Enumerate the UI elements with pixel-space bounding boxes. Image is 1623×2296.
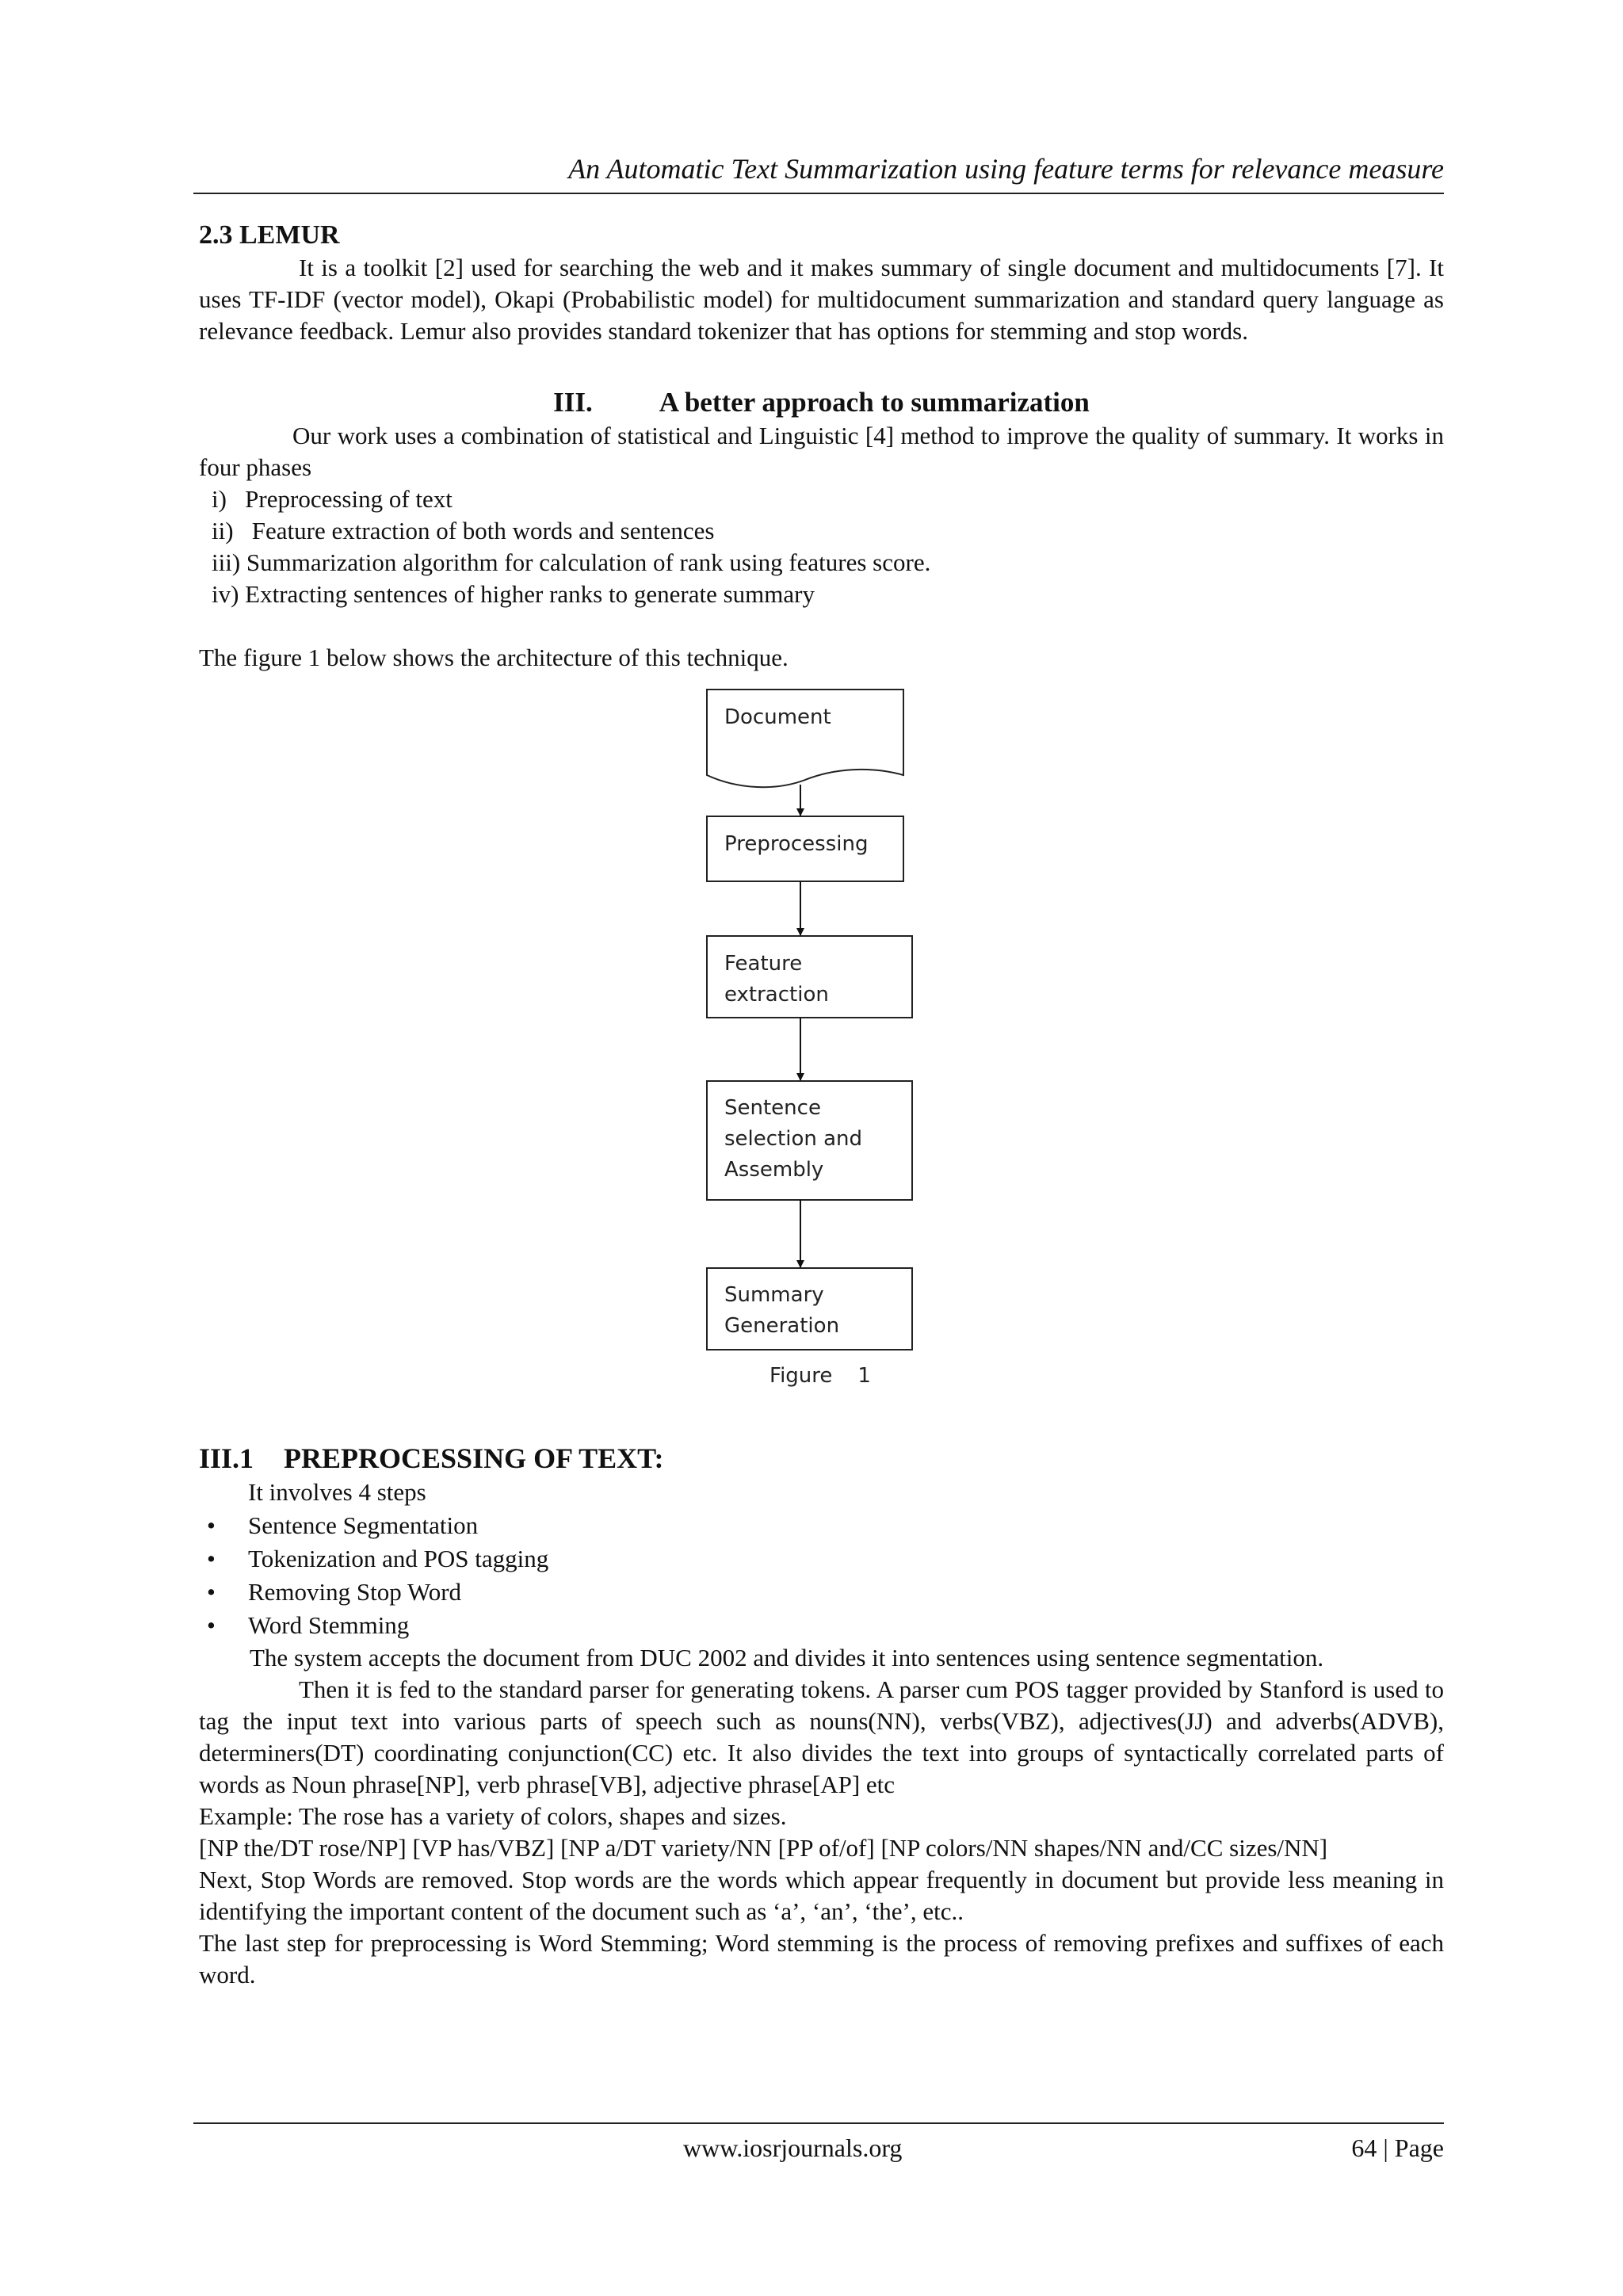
node-label: Assembly (724, 1158, 824, 1182)
figure-caption (769, 1363, 888, 1389)
flowchart (199, 680, 1444, 1441)
lemur-heading: 2.3 LEMUR (199, 220, 340, 250)
step-text: Word Stemming (248, 1611, 410, 1639)
node-label: Preprocessing (724, 832, 869, 856)
bullet-symbol: • (207, 1511, 216, 1539)
node-label: Document (724, 705, 831, 729)
header-rule (193, 193, 1444, 194)
subsection-number: III.1 (199, 1442, 254, 1474)
running-header: An Automatic Text Summarization using feature terms for relevance measure (568, 153, 1444, 185)
phase-item: iii) Summarization algorithm for calculation of rank using features score. (212, 548, 931, 576)
step-text: Removing Stop Word (248, 1578, 462, 1606)
phase-item: i) Preprocessing of text (212, 485, 453, 513)
paragraph-example: Example: The rose has a variety of colors, shapes and sizes. (199, 1802, 787, 1830)
paragraph-parser: Then it is fed to the standard parser for generating tokens. A parser cum POS tagger provided by Stanford is used to tag the input text into various parts of speech such as nouns(NN), verbs(VBZ), adjectives(JJ) and adverbs(ADVB), determiners(DT) coordinating conjunction(CC) etc. It also divides the text into groups of syntactically correlated parts of words as Noun phrase[NP], verb phrase[VB], adjective phrase[AP] etc (199, 1675, 1444, 1798)
phase-item: ii) Feature extraction of both words and sentences (212, 517, 715, 544)
node-label: selection and (724, 1127, 863, 1151)
step-item (199, 1542, 1444, 1576)
footer-rule (193, 2122, 1444, 2124)
figure-caption-number: 1 (857, 1364, 871, 1388)
section-intro: Our work uses a combination of statistical and Linguistic [4] method to improve the quality of summary. It works in four phases (199, 422, 1444, 481)
architecture-figure (199, 680, 1444, 1441)
paragraph-tagged: [NP the/DT rose/NP] [VP has/VBZ] [NP a/DT variety/NN [PP of/of] [NP colors/NN shapes/NN and/CC sizes/NN] (199, 1834, 1328, 1862)
bullet-symbol: • (207, 1578, 216, 1606)
bullet-symbol: • (207, 1611, 216, 1639)
figure-caption-word: Figure (769, 1364, 833, 1388)
figure-intro: The figure 1 below shows the architecture of this technique. (199, 644, 789, 671)
phase-item: iv) Extracting sentences of higher ranks to generate summary (212, 580, 815, 608)
step-item (199, 1609, 1444, 1642)
section-heading (199, 385, 1444, 420)
step-item (199, 1576, 1444, 1609)
step-item (199, 1509, 1444, 1542)
document-node-shape (707, 690, 903, 787)
step-text: Sentence Segmentation (248, 1511, 479, 1539)
section-number: III. (553, 387, 593, 418)
bullet-symbol: • (207, 1545, 216, 1572)
node-label: Generation (724, 1314, 840, 1338)
steps-intro: It involves 4 steps (248, 1478, 426, 1506)
steps-list (199, 1509, 1444, 1642)
lemur-paragraph: It is a toolkit [2] used for searching the web and it makes summary of single document and multidocuments [7]. It uses TF-IDF (vector model), Okapi (Probabilistic model) for multidocument summarization and standard query language as relevance feedback. Lemur also provides standard tokenizer that has options for stemming and stop words. (199, 254, 1444, 345)
subsection-title: PREPROCESSING OF TEXT: (284, 1442, 664, 1474)
paragraph-stemming: The last step for preprocessing is Word Stemming; Word stemming is the process of removing prefixes and suffixes of each word. (199, 1929, 1444, 1988)
paragraph-stop-words: Next, Stop Words are removed. Stop words are the words which appear frequently in document but provide less meaning in identifying the important content of the document such as ‘a’, ‘an’, ‘the’, etc.. (199, 1866, 1444, 1925)
node-label: Sentence (724, 1096, 821, 1120)
paragraph-duc: The system accepts the document from DUC 2002 and divides it into sentences using sentence segmentation. (250, 1644, 1324, 1671)
subsection-heading (199, 1441, 1444, 1476)
node-label: extraction (724, 983, 829, 1007)
section-title: A better approach to summarization (659, 387, 1090, 418)
footer-page-number: 64 | Page (1351, 2134, 1444, 2162)
phase-list (199, 483, 1444, 610)
node-label: Feature (724, 952, 803, 976)
main-content (199, 219, 1444, 1991)
step-text: Tokenization and POS tagging (248, 1545, 549, 1572)
node-label: Summary (724, 1283, 824, 1307)
footer-site: www.iosrjournals.org (683, 2134, 903, 2162)
